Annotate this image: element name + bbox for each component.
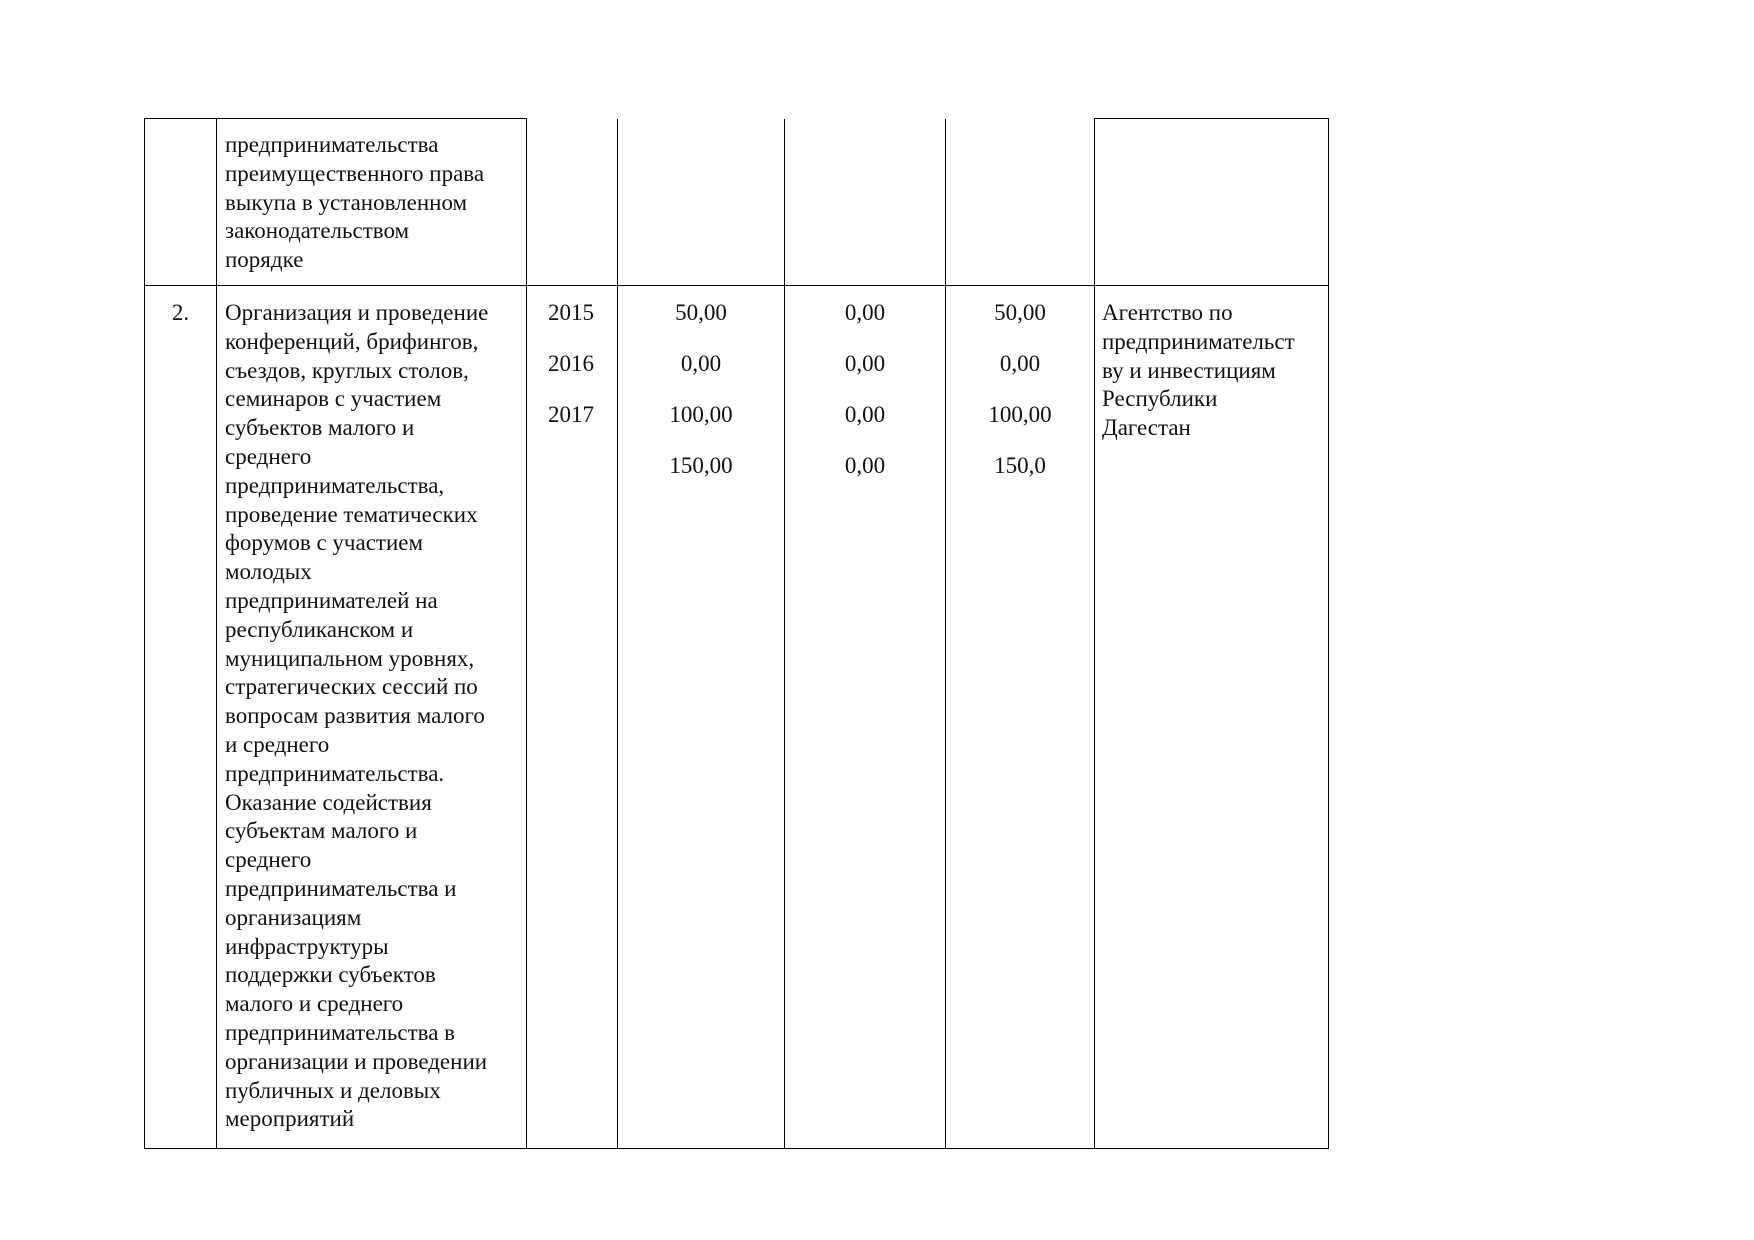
federal-value: 0,00 (844, 453, 886, 478)
total-value: 0,00 (680, 351, 722, 376)
table-row-2 (145, 286, 1329, 1149)
year-value: 2017 (548, 402, 594, 427)
federal-value: 0,00 (844, 402, 886, 427)
cell-federal (785, 286, 946, 1149)
cell-total (618, 119, 785, 286)
republic-value: 0,00 (999, 351, 1041, 376)
federal-values (785, 286, 945, 503)
republic-value: 150,0 (994, 453, 1046, 478)
cell-responsible (1095, 286, 1329, 1149)
cell-republic (946, 119, 1095, 286)
total-value: 150,00 (669, 453, 733, 478)
measure-description-continued: предпринимательства преимущественного права выкупа в установленном законодательством порядке (225, 132, 485, 273)
year-value: 2015 (548, 300, 594, 325)
federal-value: 0,00 (844, 351, 886, 376)
cell-description (217, 286, 527, 1149)
total-value: 50,00 (675, 300, 727, 325)
total-values (618, 286, 784, 503)
republic-value: 100,00 (988, 402, 1052, 427)
years-list (527, 286, 617, 452)
table-row-continuation (145, 119, 1329, 286)
total-value: 100,00 (669, 402, 733, 427)
responsible-agency: Агентство по предпринимательст ву и инвестициям Республики Дагестан (1102, 300, 1295, 441)
cell-years (527, 286, 618, 1149)
cell-republic (946, 286, 1095, 1149)
program-measures-table (144, 118, 1329, 1149)
cell-federal (785, 119, 946, 286)
cell-number (145, 286, 217, 1149)
cell-total (618, 286, 785, 1149)
cell-responsible (1095, 119, 1329, 286)
cell-description (217, 119, 527, 286)
republic-values (946, 286, 1094, 503)
row-number: 2. (171, 300, 190, 325)
federal-value: 0,00 (844, 300, 886, 325)
cell-number (145, 119, 217, 286)
cell-years (527, 119, 618, 286)
republic-value: 50,00 (994, 300, 1046, 325)
year-value: 2016 (548, 351, 594, 376)
measure-description: Организация и проведение конференций, брифингов, съездов, круглых столов, семинаров с участием субъектов малого и среднего предпринимательства, проведение тематических форумов с участием молодых предпринимателей на республиканском и муниципальном уровнях, стратегических сессий по вопросам развития малого и среднего предпринимательства. Оказание содействия субъектам малого и среднего предпринимательства и организациям инфраструктуры поддержки субъектов малого и среднего предпринимательства в организации и проведении публичных и деловых мероприятий (225, 300, 489, 1132)
